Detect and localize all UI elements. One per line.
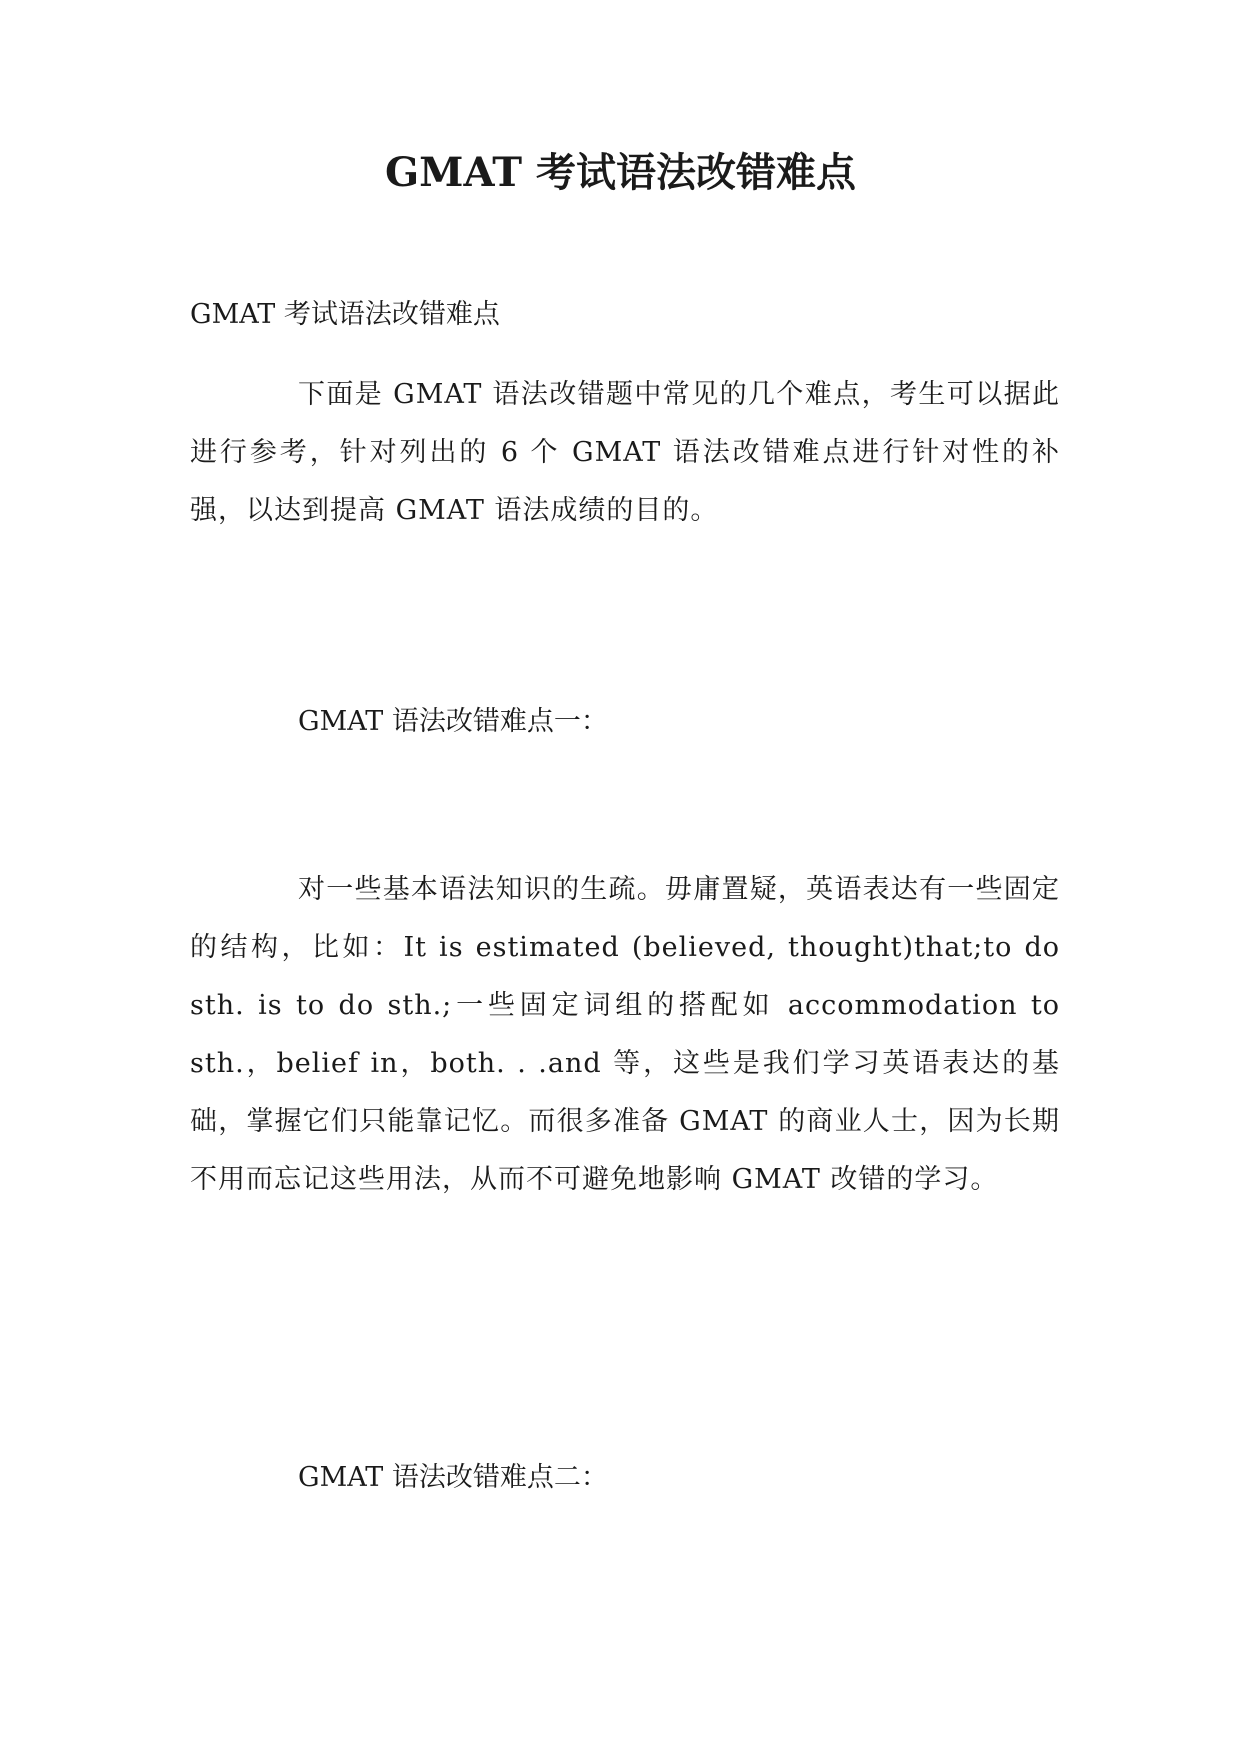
document-subtitle: GMAT 考试语法改错难点 <box>190 299 500 330</box>
intro-paragraph: 下面是 GMAT 语法改错题中常见的几个难点，考生可以据此进行参考，针对列出的 6 个 GMAT 语法改错难点进行针对性的补强，以达到提高 GMAT 语法成绩的目的。 <box>190 379 1060 526</box>
section-2-heading: GMAT 语法改错难点二： <box>298 1462 608 1493</box>
section-1-heading: GMAT 语法改错难点一： <box>298 706 608 737</box>
document-title: GMAT 考试语法改错难点 <box>385 149 856 196</box>
section-1-paragraph: 对一些基本语法知识的生疏。毋庸置疑，英语表达有一些固定的结构，比如：It is estimated (believed, thought)that;to do sth. is to do sth.;一些固定词组的搭配如 accommodation to sth.，belief in，both. . .and 等，这些是我们学习英语表达的基础，掌握它们只能靠记忆。而很多准备 GMAT 的商业人士，因为长期不用而忘记这些用法，从而不可避免地影响 GMAT 改错的学习。 <box>190 874 1060 1195</box>
